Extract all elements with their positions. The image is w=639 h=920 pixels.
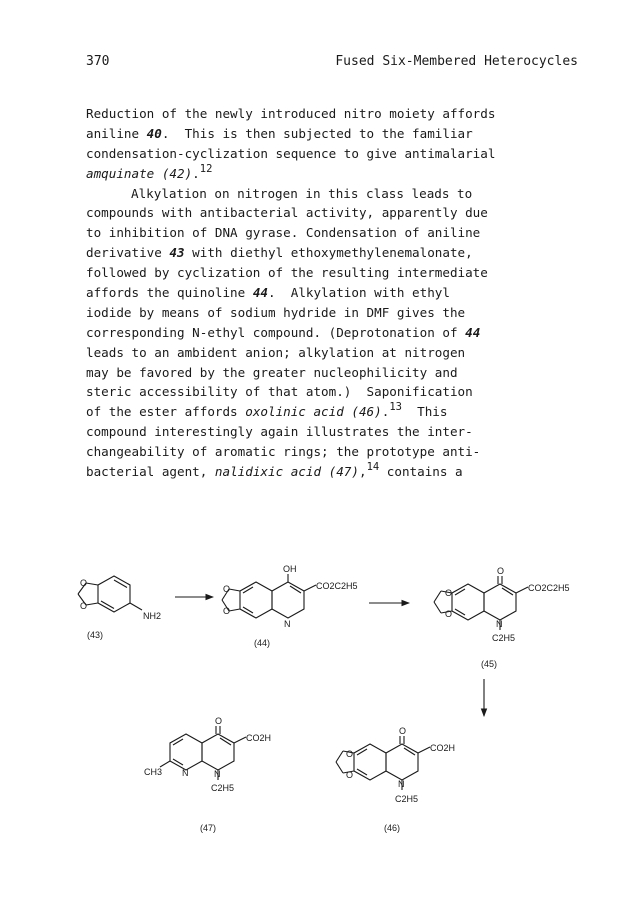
compound-label-47: (47) xyxy=(200,823,217,833)
text-line xyxy=(86,283,586,303)
running-header xyxy=(86,54,578,74)
text-line xyxy=(86,243,586,263)
text-span: . This is then subjected to the familiar xyxy=(161,125,473,141)
compound-label-43: (43) xyxy=(87,630,104,640)
compound-ref: 44 xyxy=(465,324,481,340)
drug-name: oxolinic acid (46) xyxy=(245,404,382,420)
atom-label: O xyxy=(346,749,354,759)
drug-name: nalidixic acid (47) xyxy=(214,464,359,480)
text-line xyxy=(86,422,586,442)
text-span: Reduction of the newly introduced nitro moiety affords xyxy=(86,106,496,121)
text-span: This xyxy=(401,404,448,420)
structure-43 xyxy=(78,576,161,640)
compound-ref: 44 xyxy=(252,285,268,301)
text-line xyxy=(86,442,586,462)
text-span: may be favored by the greater nucleophilicity and xyxy=(86,364,458,380)
compound-label-45: (45) xyxy=(481,659,498,669)
atom-label: CH3 xyxy=(144,767,163,777)
text-span: iodide by means of sodium hydride in DMF gives the xyxy=(86,304,466,320)
atom-label: C2H5 xyxy=(211,783,235,793)
atom-label: O xyxy=(215,716,223,726)
compound-label-44: (44) xyxy=(254,638,271,648)
atom-label: O xyxy=(80,578,88,588)
text-line xyxy=(86,323,586,343)
atom-label: O xyxy=(223,584,231,594)
atom-label: N xyxy=(214,769,221,779)
structure-45 xyxy=(434,566,570,669)
text-span: compounds with antibacterial activity, apparently due xyxy=(86,205,488,221)
text-span: changeability of aromatic rings; the prototype anti- xyxy=(86,444,481,460)
text-span: aniline xyxy=(86,125,147,141)
text-line xyxy=(86,124,586,144)
text-line xyxy=(86,402,586,422)
atom-label: O xyxy=(399,726,407,736)
text-line xyxy=(86,462,586,482)
text-span: leads to an ambident anion; alkylation at nitrogen xyxy=(86,344,466,360)
text-span: compound interestingly again illustrates the inter- xyxy=(86,424,473,440)
atom-label: O xyxy=(445,588,453,598)
atom-label: CO2C2H5 xyxy=(528,583,570,593)
structure-47 xyxy=(144,716,271,833)
text-line xyxy=(86,263,586,283)
reference-superscript: 12 xyxy=(199,162,213,175)
text-line xyxy=(86,223,586,243)
atom-label: NH2 xyxy=(143,611,162,621)
text-span: steric accessibility of that atom.) Saponification xyxy=(86,384,473,400)
atom-label: O xyxy=(497,566,505,576)
structure-44 xyxy=(222,564,358,648)
text-line xyxy=(86,343,586,363)
atom-label: O xyxy=(223,606,231,616)
text-line xyxy=(86,184,586,204)
compound-label-46: (46) xyxy=(384,823,401,833)
page-number: 370 xyxy=(86,54,110,69)
text-span: Alkylation on nitrogen in this class leads to xyxy=(131,185,473,201)
text-span: corresponding N-ethyl compound. (Deprotonation of xyxy=(86,324,466,340)
text-span: with diethyl ethoxymethylenemalonate, xyxy=(184,245,473,261)
text-span: . Alkylation with ethyl xyxy=(267,285,450,301)
compound-ref: 40 xyxy=(146,125,162,141)
running-title: Fused Six-Membered Heterocycles xyxy=(335,54,578,69)
atom-label: CO2H xyxy=(246,733,272,743)
atom-label: O xyxy=(80,601,88,611)
text-line xyxy=(86,164,586,184)
text-line xyxy=(86,104,586,124)
text-span: followed by cyclization of the resulting intermediate xyxy=(86,265,488,281)
body-text xyxy=(86,104,586,482)
text-span: to inhibition of DNA gyrase. Condensation of aniline xyxy=(86,225,481,241)
text-span: . xyxy=(381,404,390,420)
drug-name: amquinate (42) xyxy=(86,165,193,181)
text-span: , xyxy=(358,464,367,480)
text-line xyxy=(86,363,586,383)
text-line xyxy=(86,303,586,323)
atom-label: OH xyxy=(283,564,297,574)
atom-label: C2H5 xyxy=(492,633,516,643)
reference-superscript: 13 xyxy=(389,401,402,414)
text-span: affords the quinoline xyxy=(86,285,253,301)
text-span: derivative xyxy=(86,245,170,261)
atom-label: N xyxy=(182,768,189,778)
atom-label: N xyxy=(398,779,405,789)
text-span: . xyxy=(192,165,200,181)
text-span: condensation-cyclization sequence to give antimalarial xyxy=(86,145,496,161)
atom-label: CO2C2H5 xyxy=(316,581,358,591)
atom-label: O xyxy=(346,770,354,780)
reaction-scheme xyxy=(0,560,639,860)
text-span: bacterial agent, xyxy=(86,464,215,480)
atom-label: O xyxy=(445,609,453,619)
atom-label: C2H5 xyxy=(395,794,419,804)
text-line xyxy=(86,203,586,223)
text-span: contains a xyxy=(379,464,463,480)
atom-label: N xyxy=(284,619,291,629)
text-span: of the ester affords xyxy=(86,404,246,420)
atom-label: CO2H xyxy=(430,743,456,753)
atom-label: N xyxy=(496,619,503,629)
text-line xyxy=(86,382,586,402)
structure-46 xyxy=(336,726,455,833)
compound-ref: 43 xyxy=(169,245,185,261)
reference-superscript: 14 xyxy=(366,461,380,474)
text-line xyxy=(86,144,586,164)
